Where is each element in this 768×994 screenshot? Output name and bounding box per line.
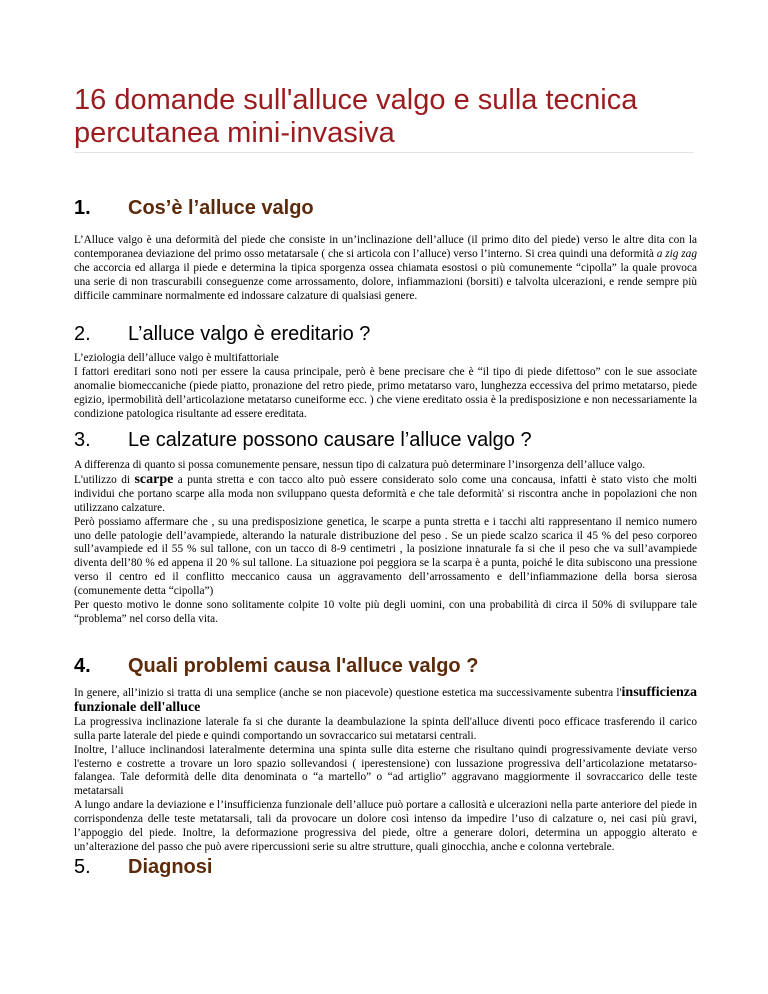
- section-2-heading: [74, 322, 370, 346]
- emphasis-word: scarpe: [134, 471, 174, 487]
- paragraph: L'utilizzo di scarpe a punta stretta e con tacco alto può essere considerato solo come una concausa, infatti è stato visto che molti individui che portano scarpe alla moda non sviluppano questa deformità e che tale deformità' si riscontra anche in popolazioni che non utilizzano calzature.: [74, 471, 697, 514]
- section-number: 1.: [74, 197, 91, 219]
- section-title: Quali problemi causa l'alluce valgo ?: [128, 655, 479, 677]
- section-2-body: [74, 352, 697, 422]
- section-4-body: [74, 686, 697, 855]
- title-divider: [74, 152, 694, 153]
- section-number: 4.: [74, 655, 91, 677]
- section-number: 3.: [74, 429, 91, 451]
- section-5-heading: [74, 855, 212, 879]
- section-4-heading: [74, 654, 478, 678]
- page-title: 16 domande sull'alluce valgo e sulla tecnica percutanea mini-invasiva: [74, 84, 638, 149]
- paragraph: Per questo motivo le donne sono solitamente colpite 10 volte più degli uomini, con una probabilità di circa il 50% di sviluppare tale “problema” nel corso della vita.: [74, 599, 697, 625]
- section-number: 2.: [74, 323, 91, 345]
- section-title: L’alluce valgo è ereditario ?: [128, 323, 371, 345]
- paragraph: L’eziologia dell’alluce valgo è multifattoriale: [74, 352, 279, 364]
- paragraph: L’Alluce valgo è una deformità del piede che consiste in un’inclinazione dell’alluce (il primo dito del piede) verso le altre dita con la contemporanea deviazione del primo osso metatarsale ( che si articola con l’alluce) verso l’interno. Si crea quindi una deformità a zig zag che accorcia ed allarga il piede e determina la tipica sporgenza ossea chiamata esostosi o più comunemente “cipolla” la quale provoca una serie di non trascurabili conseguenze come arrossamento, dolore, infiammazioni (borsiti) e talvolta ulcerazioni, e rende sempre più difficile camminare normalmente ed indossare calzature di qualsiasi genere.: [74, 234, 697, 302]
- paragraph: Però possiamo affermare che , su una predisposizione genetica, le scarpe a punta stretta e i tacchi alti rappresentano il nemico numero uno delle patologie dell’avampiede, alterando la naturale distribuzione del peso . Se un piede scalzo scarica il 45 % del peso corporeo sull’avampiede ed il 55 % sul tallone, con un tacco di 8-9 centimetri , la posizione innaturale fa si che il peso che va sull’avampiede diventa dell’80 % ed appena il 20 % sul tallone. La situazione poi peggiora se la scarpa è a punta, poiché le dita subiscono una pressione verso il centro ed il conflitto meccanico causa un aggravamento dell’arrossamento e dell’infiammazione della borsa sierosa (comunemente detta “cipolla”): [74, 515, 697, 598]
- paragraph: La progressiva inclinazione laterale fa si che durante la deambulazione la spinta dell'alluce diventi poco efficace trasferendo il carico sulla parte laterale del piede e quindi comportando un sovraccarico sui metatarsi centrali.: [74, 715, 697, 742]
- section-3-heading: [74, 428, 532, 452]
- section-1-heading: [74, 196, 314, 220]
- section-3-body: [74, 459, 697, 627]
- paragraph: A lungo andare la deviazione e l’insufficienza funzionale dell’alluce può portare a callosità e ulcerazioni nella parte anteriore del piede in corrispondenza delle teste metatarsali, tali da provocare un dolore così intenso da impedire l’uso di calzature o, nei casi più gravi, l’appoggio del piede. Inoltre, la deformazione progressiva del piede, oltre a generare dolori, determina un appoggio alterato e un’alterazione del passo che può avere ripercussioni serie su altre strutture, quali ginocchia, anche e colonna vertebrale.: [74, 799, 697, 853]
- section-title: Cos’è l’alluce valgo: [128, 197, 314, 219]
- section-1-body: [74, 234, 697, 304]
- section-title: Diagnosi: [128, 856, 213, 878]
- paragraph: Inoltre, l’alluce inclinandosi lateralmente determina una spinta sulle dita esterne che risultano quindi progressivamente deviate verso l'esterno e costrette a trovare un loro spazio sollevandosi ( iperestensione) con lussazione progressiva dell’articolazione metatarso-falangea. Tale deformità delle dita denominata o “a martello” o “ad artiglio” aggravano maggiormente il sovraccarico delle teste metatarsali: [74, 743, 697, 798]
- emphasis-phrase: insufficienza funzionale dell'alluce: [74, 685, 697, 715]
- paragraph: In genere, all’inizio si tratta di una semplice (anche se non piacevole) questione estetica ma successivamente subentra l'insufficienza funzionale dell'alluce: [74, 685, 697, 715]
- paragraph: A differenza di quanto si possa comunemente pensare, nessun tipo di calzatura può determinare l’insorgenza dell’alluce valgo.: [74, 459, 646, 471]
- section-title: Le calzature possono causare l’alluce valgo ?: [128, 429, 532, 451]
- section-number: 5.: [74, 856, 91, 878]
- paragraph: I fattori ereditari sono noti per essere la causa principale, però è bene precisare che è “il tipo di piede difettoso” con le sue associate anomalie biomeccaniche (piede piatto, pronazione del retro piede, primo metatarso varo, lunghezza eccessiva del primo metatarso, piede egizio, ipermobilità dell’articolazione metatarso cuneiforme ecc. ) che viene ereditato ossia è la predisposizione e non necessariamente la condizione patologica risultante ad essere ereditata.: [74, 365, 697, 420]
